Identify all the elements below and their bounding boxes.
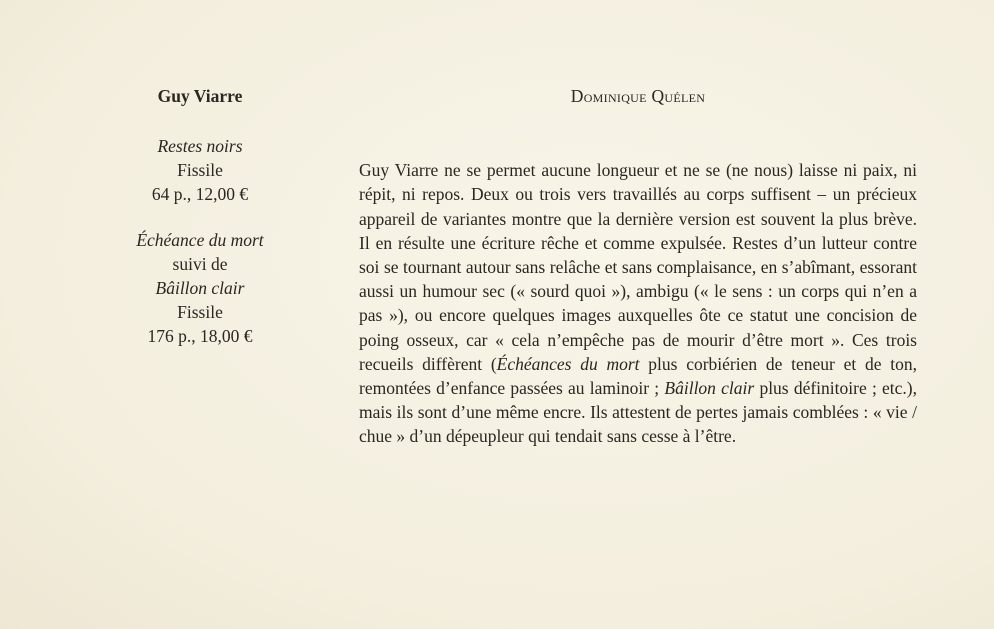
author-name: Guy Viarre xyxy=(157,86,243,106)
book-subtitle: Bâillon clair xyxy=(155,278,245,298)
review-text-part: plus corbiérien de teneur et de ton, remontées d’enfance passées au laminoir ; xyxy=(359,353,917,399)
review-column xyxy=(359,84,917,449)
book-details: 176 p., 18,00 € xyxy=(147,326,253,346)
book-details: 64 p., 12,00 € xyxy=(151,184,249,204)
book-entry xyxy=(100,228,300,348)
review-text xyxy=(359,158,917,448)
review-italic-title: Échéances du mort xyxy=(496,353,640,374)
reviewer-name: Dominique Quélen xyxy=(570,86,706,106)
review-text-part: plus définitoire ; etc.), mais ils sont d’une même encre. Ils attestent de pertes jamais comblées : « vie / chue » d’un dépeupleur qui tendait sans cesse à l’être. xyxy=(359,378,918,447)
book-info-column xyxy=(100,84,300,370)
book-entry xyxy=(100,134,300,206)
book-connector: suivi de xyxy=(172,254,228,274)
book-publisher: Fissile xyxy=(177,302,223,322)
book-title: Échéance du mort xyxy=(136,230,264,250)
review-text-part: Guy Viarre ne se permet aucune longueur et ne se (ne nous) laisse ni paix, ni répit, ni repos. Deux ou trois vers travaillés au corps suffisent – un précieux appareil de variantes montre que la dernière version est souvent la plus brève. Il en résulte une écriture rêche et comme expulsée. Restes d’un lutteur contre soi se tournant autour sans relâche et sans complaisance, en s’abîmant, essorant aussi un humour sec (« sourd quoi »), ambigu (« le sens : un corps qui n’en a pas »), ou encore quelques images auxquelles ôte ce statut une concision de poing osseux, car « cela n’empêche pas de mourir d’être mort ». Ces trois recueils diffèrent ( xyxy=(359,160,917,374)
review-italic-title: Bâillon clair xyxy=(664,378,755,399)
book-publisher: Fissile xyxy=(177,160,223,180)
book-title: Restes noirs xyxy=(157,136,243,156)
